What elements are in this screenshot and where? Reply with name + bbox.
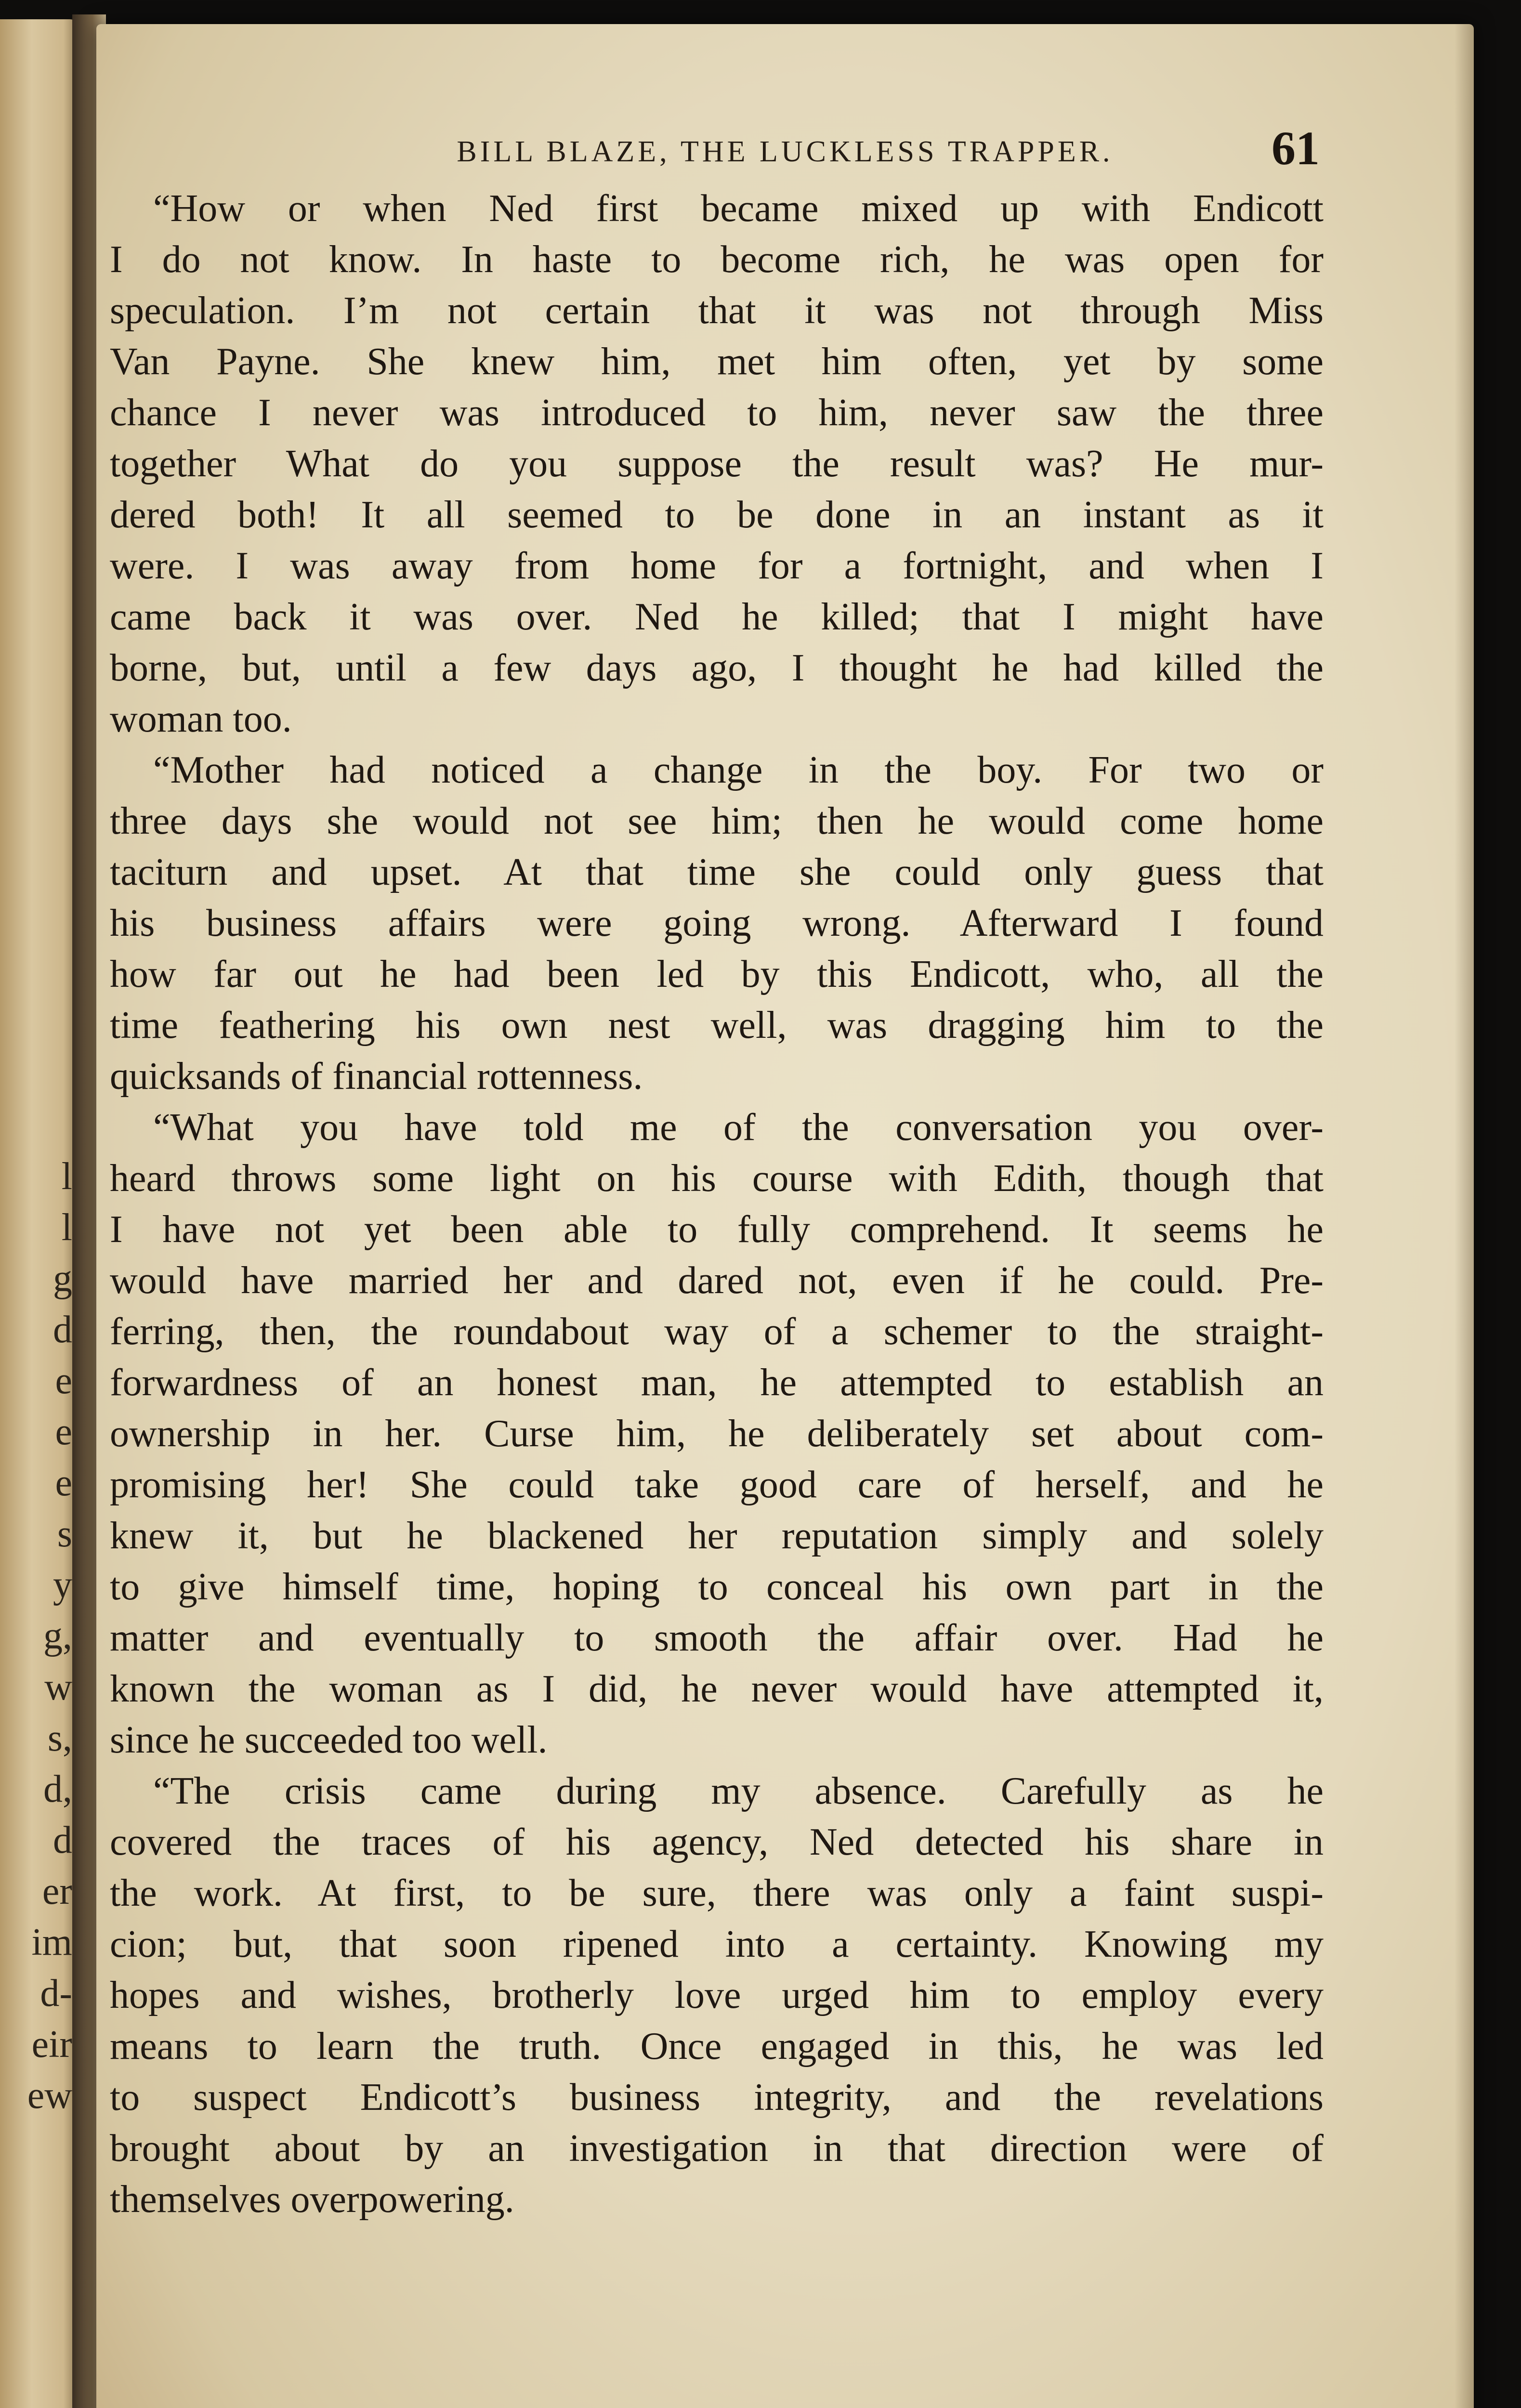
page-header (96, 120, 1474, 183)
fragment: er (42, 1870, 72, 1912)
fragment: s, (47, 1717, 72, 1759)
text-line: “The crisis came during my absence. Carefully as he (153, 1770, 1324, 1812)
text-line: time feathering his own nest well, was dragging him to the (110, 1004, 1324, 1047)
text-line: “How or when Ned first became mixed up with Endicott (153, 187, 1324, 230)
previous-page-edge (0, 19, 79, 2408)
fragment: e (55, 1360, 72, 1402)
fragment: l (61, 1155, 72, 1198)
text-line: ferring, then, the roundabout way of a schemer to the straight- (110, 1310, 1324, 1353)
fragment: e (55, 1411, 72, 1453)
page-body (96, 183, 1474, 2350)
text-line: I have not yet been able to fully comprehend. It seems he (110, 1208, 1324, 1251)
text-line: quicksands of financial rottenness. (110, 1055, 643, 1098)
text-line: knew it, but he blackened her reputation simply and solely (110, 1515, 1324, 1557)
text-line: brought about by an investigation in that direction were of (110, 2127, 1324, 2170)
fragment: d- (40, 1972, 72, 2015)
text-line: would have married her and dared not, even if he could. Pre- (110, 1259, 1324, 1302)
text-line: Van Payne. She knew him, met him often, yet by some (110, 340, 1324, 383)
text-line: I do not know. In haste to become rich, he was open for (110, 238, 1324, 281)
previous-page-text-fragments (0, 1151, 72, 2121)
page-number: 61 (1272, 121, 1320, 175)
running-head: BILL BLAZE, THE LUCKLESS TRAPPER. (457, 135, 1114, 168)
text-line: “Mother had noticed a change in the boy. For two or (153, 749, 1324, 791)
fragment: eir (31, 2023, 72, 2066)
text-line: hopes and wishes, brotherly love urged him to employ every (110, 1974, 1324, 2016)
fragment: d (53, 1309, 72, 1351)
book-page (96, 24, 1474, 2408)
fragment: y (53, 1564, 72, 1606)
text-line: chance I never was introduced to him, never saw the three (110, 392, 1324, 434)
text-line: forwardness of an honest man, he attempted to establish an (110, 1361, 1324, 1404)
text-line: heard throws some light on his course with Edith, though that (110, 1157, 1324, 1200)
text-line: to suspect Endicott’s business integrity, and the revelations (110, 2076, 1324, 2119)
text-line: three days she would not see him; then he would come home (110, 800, 1324, 842)
text-line: dered both! It all seemed to be done in an instant as it (110, 494, 1324, 536)
text-line: matter and eventually to smooth the affair over. Had he (110, 1617, 1324, 1659)
fragment: d, (43, 1768, 72, 1810)
text-line: speculation. I’m not certain that it was not through Miss (110, 289, 1324, 332)
text-line: how far out he had been led by this Endicott, who, all the (110, 953, 1324, 995)
fragment: g (53, 1257, 72, 1300)
text-line: to give himself time, hoping to conceal his own part in the (110, 1566, 1324, 1608)
text-line: “What you have told me of the conversation you over- (153, 1106, 1324, 1149)
text-line: were. I was away from home for a fortnight, and when I (110, 545, 1324, 587)
text-line: themselves overpowering. (110, 2178, 514, 2221)
text-line: known the woman as I did, he never would have attempted it, (110, 1668, 1324, 1710)
fragment: s (57, 1513, 72, 1555)
text-line: cion; but, that soon ripened into a certainty. Knowing my (110, 1923, 1324, 1965)
fragment: w (44, 1666, 72, 1708)
text-line: taciturn and upset. At that time she could only guess that (110, 851, 1324, 893)
text-line: covered the traces of his agency, Ned detected his share in (110, 1821, 1324, 1863)
fragment: l (61, 1206, 72, 1249)
text-line: woman too. (110, 698, 292, 740)
text-line: promising her! She could take good care of herself, and he (110, 1464, 1324, 1506)
text-line: ownership in her. Curse him, he deliberately set about com- (110, 1413, 1324, 1455)
fragment: d (53, 1819, 72, 1861)
text-line: his business affairs were going wrong. Afterward I found (110, 902, 1324, 944)
text-line: together What do you suppose the result was? He mur- (110, 443, 1324, 485)
text-line: borne, but, until a few days ago, I thought he had killed the (110, 647, 1324, 689)
fragment: im (31, 1921, 72, 1963)
fragment: ew (27, 2074, 72, 2117)
text-line: means to learn the truth. Once engaged in this, he was led (110, 2025, 1324, 2068)
fragment: e (55, 1462, 72, 1504)
text-line: the work. At first, to be sure, there was only a faint suspi- (110, 1872, 1324, 1914)
text-line: since he succeeded too well. (110, 1719, 548, 1761)
text-line: came back it was over. Ned he killed; that I might have (110, 596, 1324, 638)
fragment: g, (43, 1615, 72, 1657)
